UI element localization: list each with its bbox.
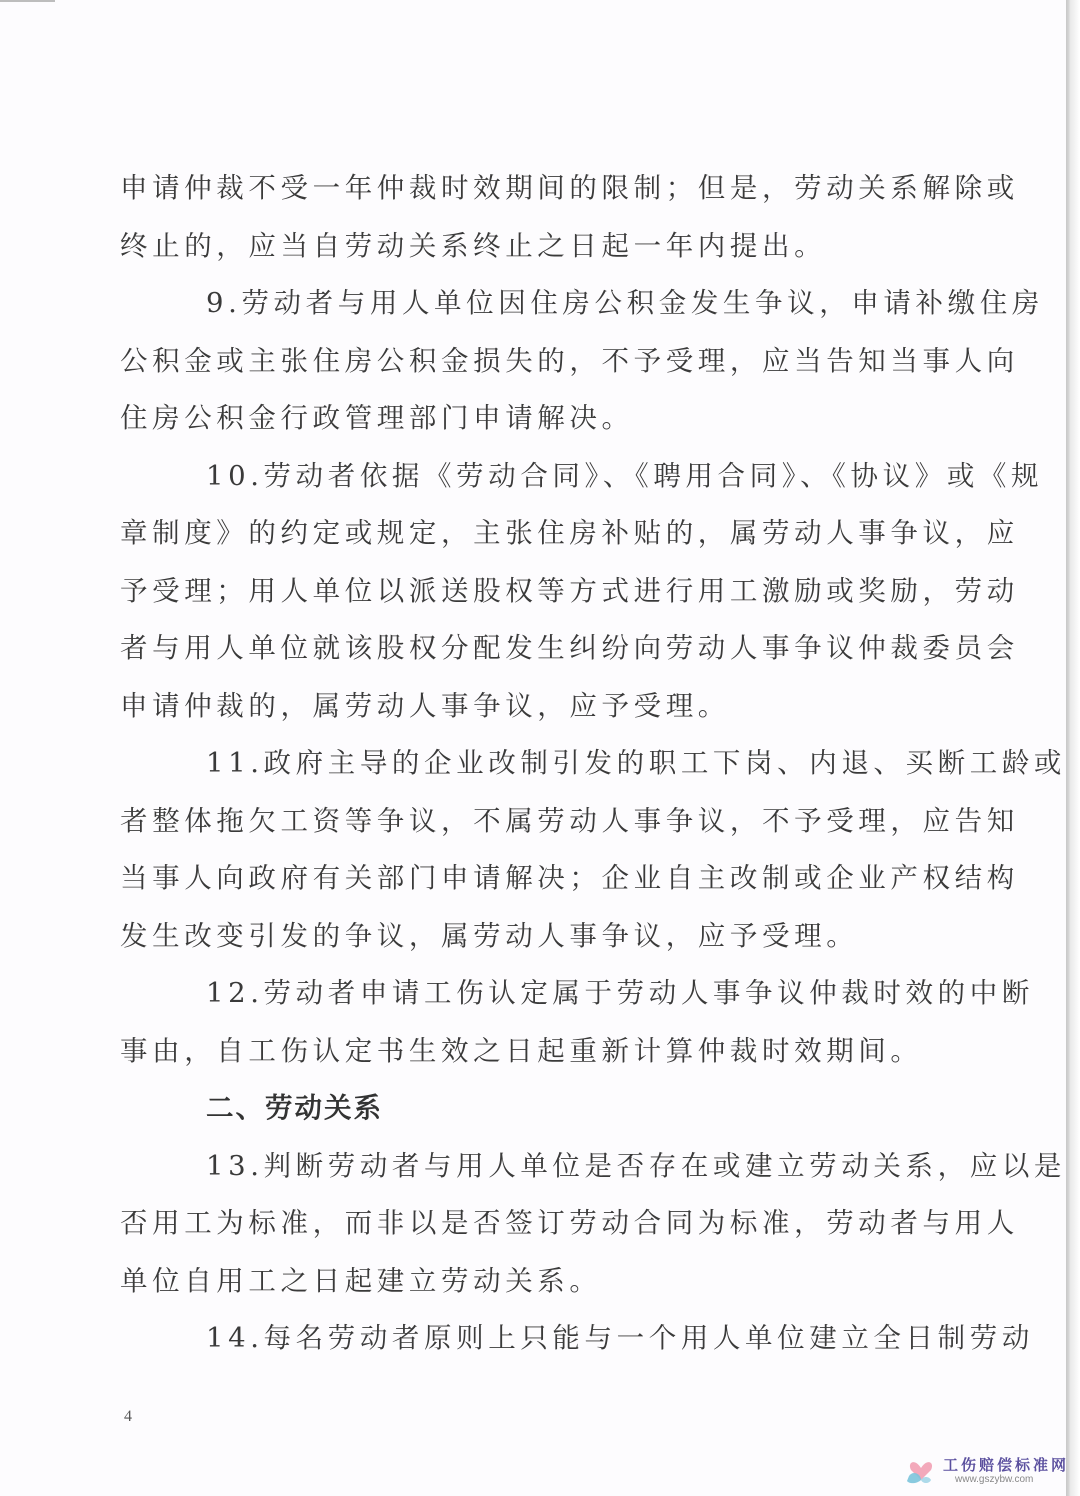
text-line: 终止的，应当自劳动关系终止之日起一年内提出。 — [120, 229, 827, 262]
text-line: 事由，自工伤认定书生效之日起重新计算仲裁时效期间。 — [120, 1034, 923, 1067]
item-9-first-line: 9.劳动者与用人单位因住房公积金发生争议，申请补缴住房 — [206, 287, 1044, 319]
text-line: 者整体拖欠工资等争议，不属劳动人事争议，不予受理，应告知 — [120, 804, 1019, 837]
page-edge-right — [1066, 0, 1080, 1496]
text-line: 公积金或主张住房公积金损失的，不予受理，应当告知当事人向 — [120, 344, 1019, 377]
text-line: 予受理；用人单位以派送股权等方式进行用工激励或奖励，劳动 — [120, 574, 1019, 607]
text-line: 者与用人单位就该股权分配发生纠纷向劳动人事争议仲裁委员会 — [120, 632, 1019, 664]
text-line: 单位自用工之日起建立劳动关系。 — [120, 1264, 602, 1297]
page-edge-top — [0, 0, 55, 2]
item-13-first-line: 13.判断劳动者与用人单位是否存在或建立劳动关系，应以是 — [206, 1149, 1067, 1182]
text-line: 发生改变引发的争议，属劳动人事争议，应予受理。 — [120, 919, 859, 952]
watermark-url: www.gszybw.com — [955, 1474, 1034, 1485]
watermark-title: 工伤赔偿标准网 — [943, 1456, 1070, 1474]
item-14-first-line: 14.每名劳动者原则上只能与一个用人单位建立全日制劳动 — [206, 1322, 1034, 1354]
item-10-first-line: 10.劳动者依据《劳动合同》、《聘用合同》、《协议》或《规 — [206, 459, 1044, 492]
text-line: 当事人向政府有关部门申请解决；企业自主改制或企业产权结构 — [120, 862, 1019, 894]
text-line: 申请仲裁不受一年仲裁时效期间的限制；但是，劳动关系解除或 — [120, 172, 1019, 204]
text-line: 章制度》的约定或规定，主张住房补贴的，属劳动人事争议，应 — [120, 517, 1019, 549]
text-line: 申请仲裁的，属劳动人事争议，应予受理。 — [120, 689, 730, 722]
butterfly-heart-logo-icon — [905, 1454, 937, 1488]
document-body — [120, 160, 1067, 1368]
item-11-first-line: 11.政府主导的企业改制引发的职工下岗、内退、买断工龄或 — [206, 747, 1067, 779]
watermark — [905, 1452, 1070, 1492]
text-line: 住房公积金行政管理部门申请解决。 — [120, 402, 634, 434]
text-line: 否用工为标准，而非以是否签订劳动合同为标准，劳动者与用人 — [120, 1207, 1019, 1239]
page-number: 4 — [124, 1408, 132, 1425]
section-heading-labor-relations: 二、劳动关系 — [206, 1092, 383, 1124]
item-12-first-line: 12.劳动者申请工伤认定属于劳动人事争议仲裁时效的中断 — [206, 977, 1034, 1009]
